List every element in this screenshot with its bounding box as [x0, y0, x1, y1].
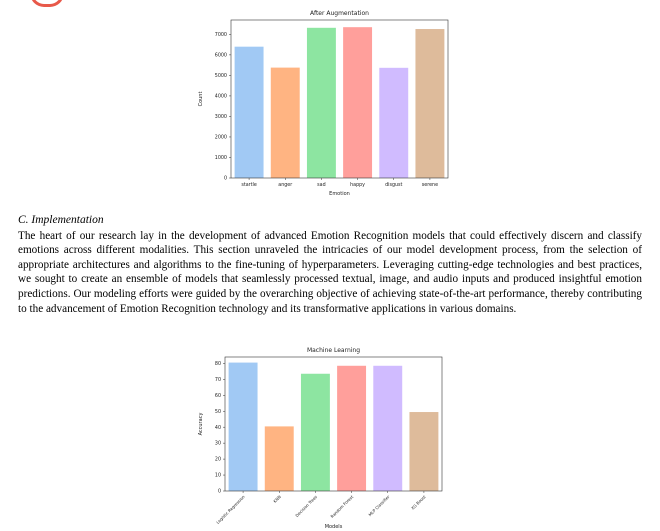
section-paragraph: The heart of our research lay in the development of advanced Emotion Recognition models that could effectively discern and classify emotions across different modalities. This section unraveled the intricacies of our model development process, from the selection of appropriate architectures and algorithms to the fine-tuning of hyperparameters. Leveraging cutting-edge technologies and best practices, we sought to create an ensemble of models that seamlessly processed textual, image, and audio inputs and produced insightful emotion predictions. Our modeling efforts were guided by the overarching objective of achieving state-of-the-art performance, thereby contributing to the advancement of Emotion Recognition technology and its transformative applications in various domains. [18, 229, 642, 315]
y-tick-label: 6000 [214, 53, 227, 59]
machine-learning-chart [195, 347, 455, 531]
x-tick-label: Decision Trees [294, 494, 319, 519]
y-tick-label: 7000 [214, 32, 227, 38]
bar-xg-boost [409, 412, 438, 491]
y-tick-label: 1000 [214, 156, 227, 162]
y-tick-label: 40 [214, 425, 221, 431]
y-tick-label: 0 [217, 489, 221, 495]
bar-sad [307, 28, 336, 178]
y-tick-label: 3000 [214, 115, 227, 121]
bar-disgust [379, 68, 408, 178]
y-axis-label: Accuracy [198, 412, 204, 436]
y-axis-label: Count [198, 91, 204, 107]
y-tick-label: 80 [214, 361, 221, 367]
chart-svg [195, 347, 455, 531]
x-tick-label: KNN [272, 494, 282, 504]
x-tick-label: serene [421, 183, 439, 188]
bar-mlp-classifier [373, 366, 402, 491]
bar-random-forest [337, 366, 366, 491]
implementation-section [18, 213, 642, 316]
bar-decision-trees [301, 374, 330, 491]
x-tick-label: startle [241, 183, 257, 188]
y-tick-label: 10 [214, 473, 221, 479]
bar-startle [235, 47, 264, 178]
y-tick-label: 0 [223, 176, 227, 182]
x-tick-label: Random Forest [329, 494, 355, 519]
x-tick-label: MLP Classifier [367, 494, 391, 518]
bar-happy [343, 27, 372, 178]
x-axis-label: Models [324, 524, 343, 530]
chart-title: Machine Learning [306, 347, 361, 354]
x-tick-label: disgust [385, 183, 403, 188]
y-tick-label: 70 [214, 377, 221, 383]
x-axis-label: Emotion [329, 191, 350, 197]
chart-svg [195, 8, 455, 198]
bar-logistic-regression [229, 363, 258, 491]
section-heading: C. Implementation [18, 214, 104, 226]
y-tick-label: 4000 [214, 94, 227, 100]
x-tick-label: Logistic Regression [215, 494, 246, 525]
bar-anger [271, 68, 300, 178]
bar-knn [265, 426, 294, 491]
bar-serene [415, 29, 444, 178]
x-tick-label: XG Boost [410, 494, 427, 511]
chart-title: After Augmentation [310, 10, 369, 17]
x-tick-label: sad [317, 183, 326, 188]
y-tick-label: 2000 [214, 135, 227, 141]
y-tick-label: 20 [214, 457, 221, 463]
y-tick-label: 60 [214, 393, 221, 399]
x-tick-label: anger [278, 183, 293, 188]
logo-fragment [30, 0, 64, 7]
x-tick-label: happy [350, 183, 366, 188]
y-tick-label: 5000 [214, 74, 227, 80]
y-tick-label: 30 [214, 441, 221, 447]
after-augmentation-chart [195, 8, 455, 198]
y-tick-label: 50 [214, 409, 221, 415]
